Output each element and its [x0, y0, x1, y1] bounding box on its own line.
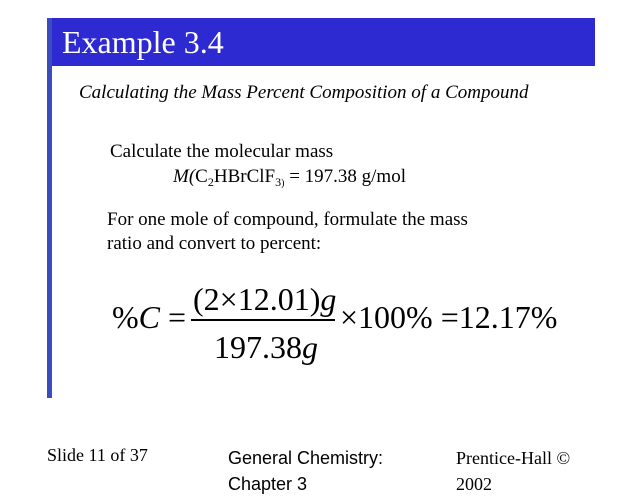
step-mass-ratio-line2: ratio and convert to percent: — [107, 233, 322, 254]
formula-result: ×100% =12.17% — [340, 299, 558, 335]
fraction-numerator — [193, 281, 336, 318]
fraction-denominator — [214, 329, 318, 366]
formula-lhs — [112, 299, 186, 336]
course-name — [228, 445, 383, 497]
equals-sign: = — [160, 299, 187, 335]
molar-mass-value: = 197.38 g/mol — [284, 166, 406, 187]
publisher-line1: Prentice-Hall © — [456, 448, 571, 468]
fluorine-subscript: 3 — [275, 175, 282, 189]
fraction-bar — [191, 319, 335, 321]
slide-title: Example 3.4 — [62, 24, 224, 60]
molar-mass-symbol: M( — [173, 166, 196, 187]
percent-symbol: % — [112, 299, 139, 335]
formula-carbon: C — [195, 166, 208, 187]
denominator-unit: g — [302, 329, 318, 365]
left-accent-bar — [47, 18, 52, 398]
slide-subtitle: Calculating the Mass Percent Composition of a Compound — [79, 82, 529, 103]
formula-middle: HBrClF — [213, 166, 276, 187]
course-name-line2: Chapter 3 — [228, 474, 308, 494]
step-mass-ratio — [107, 208, 468, 256]
step-molecular-mass: Calculate the molecular mass — [110, 141, 334, 162]
formula-close-paren: ) — [281, 178, 285, 189]
denominator-value: 197.38 — [214, 329, 302, 365]
numerator-value: (2×12.01) — [193, 281, 321, 317]
publisher — [456, 445, 570, 497]
course-name-line1: General Chemistry: — [228, 448, 384, 468]
molar-mass-expression — [173, 166, 406, 190]
carbon-variable: C — [138, 299, 160, 335]
slide-number: Slide 11 of 37 — [47, 445, 148, 465]
numerator-unit: g — [320, 281, 337, 317]
step-mass-ratio-line1: For one mole of compound, formulate the mass — [107, 209, 468, 230]
publisher-line2: 2002 — [456, 474, 492, 494]
carbon-subscript: 2 — [207, 175, 214, 189]
